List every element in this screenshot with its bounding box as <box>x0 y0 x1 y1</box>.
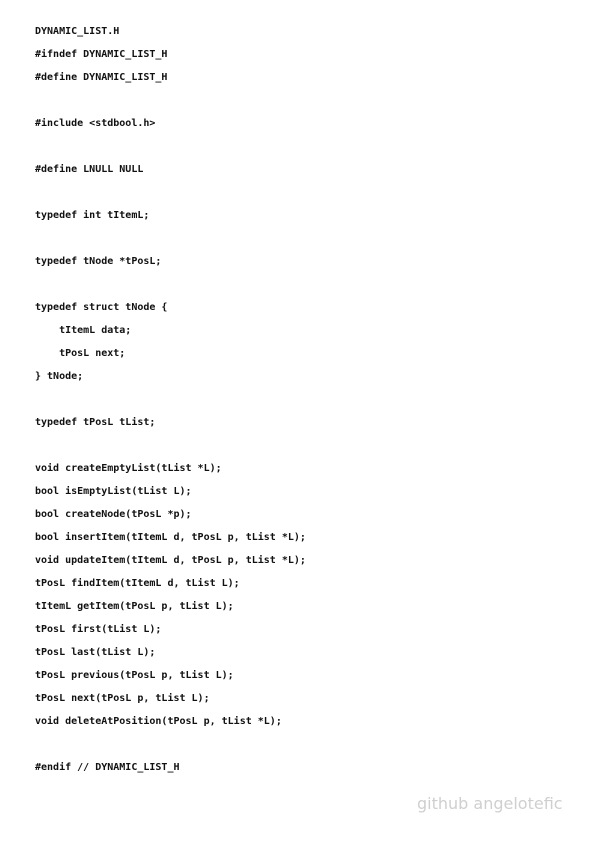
code-line: DYNAMIC_LIST.H <box>35 26 120 37</box>
code-line <box>35 227 575 250</box>
code-line <box>35 388 575 411</box>
code-line: bool createNode(tPosL *p); <box>35 509 192 520</box>
code-line: tPosL last(tList L); <box>35 647 156 658</box>
code-line: typedef int tItemL; <box>35 210 150 221</box>
code-line: tPosL previous(tPosL p, tList L); <box>35 670 234 681</box>
code-line: #endif // DYNAMIC_LIST_H <box>35 762 180 773</box>
code-line: } tNode; <box>35 371 84 382</box>
code-line: typedef tPosL tList; <box>35 417 156 428</box>
code-line: typedef struct tNode { <box>35 302 168 313</box>
code-line <box>35 89 575 112</box>
code-line <box>35 733 575 756</box>
code-line: bool insertItem(tItemL d, tPosL p, tList *L); <box>35 532 306 543</box>
code-document <box>35 20 575 779</box>
code-line <box>35 434 575 457</box>
code-line <box>35 273 575 296</box>
code-line: void deleteAtPosition(tPosL p, tList *L); <box>35 716 282 727</box>
code-line: void updateItem(tItemL d, tPosL p, tList *L); <box>35 555 306 566</box>
code-line: bool isEmptyList(tList L); <box>35 486 192 497</box>
code-line: tPosL next; <box>35 348 126 359</box>
code-line: tItemL getItem(tPosL p, tList L); <box>35 601 234 612</box>
code-line <box>35 181 575 204</box>
code-line: #define DYNAMIC_LIST_H <box>35 72 168 83</box>
code-line: tPosL next(tPosL p, tList L); <box>35 693 210 704</box>
code-line: tPosL findItem(tItemL d, tList L); <box>35 578 240 589</box>
code-line: typedef tNode *tPosL; <box>35 256 162 267</box>
code-line: tPosL first(tList L); <box>35 624 162 635</box>
code-line: #define LNULL NULL <box>35 164 144 175</box>
code-line: tItemL data; <box>35 325 132 336</box>
code-line: #ifndef DYNAMIC_LIST_H <box>35 49 168 60</box>
code-line: #include <stdbool.h> <box>35 118 156 129</box>
code-line <box>35 135 575 158</box>
watermark-text: github angelotefic <box>417 794 563 813</box>
code-line: void createEmptyList(tList *L); <box>35 463 222 474</box>
